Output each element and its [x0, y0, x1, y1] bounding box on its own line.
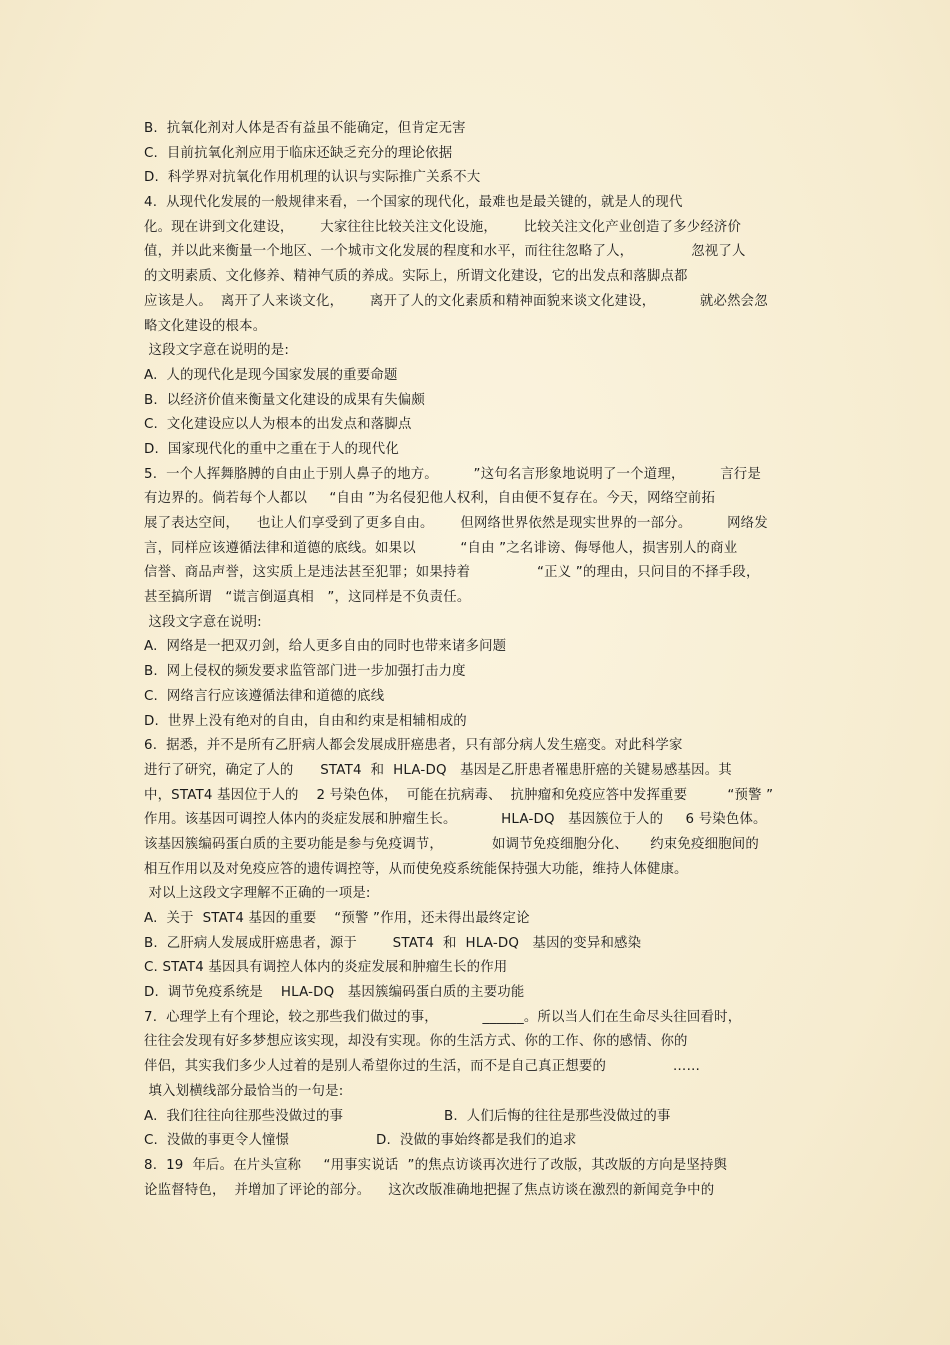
question-4-text: 略文化建设的根本。	[144, 318, 267, 334]
question-4-text: 值，并以此来衡量一个地区、一个城市文化发展的程度和水平，而往往忽略了人， 忽视了人	[144, 244, 746, 260]
option-line: C. 网络言行应该遵循法律和道德的底线	[144, 688, 385, 704]
question-5-text: 信誉、商品声誉，这实质上是违法甚至犯罪；如果持着 “正义 ”的理由，只问目的不择手段，	[144, 565, 760, 581]
question-5-text: 展了表达空间， 也让人们享受到了更多自由。 但网络世界依然是现实世界的一部分。 网络发	[144, 516, 768, 531]
question-6-text: 6. 据悉，并不是所有乙肝病人都会发展成肝癌患者，只有部分病人发生癌变。对此科学家	[144, 738, 683, 754]
option-line: A. 人的现代化是现今国家发展的重要命题	[144, 367, 398, 383]
question-6-text: 作用。该基因可调控人体内的炎症发展和肿瘤生长。 HLA-DQ 基因簇位于人的 6 号染色体。	[144, 812, 767, 828]
question-4-text: 应该是人。 离开了人来谈文化， 离开了人的文化素质和精神面貌来谈文化建设， 就必然会忽	[144, 293, 768, 309]
question-7-options-row	[144, 1105, 814, 1130]
option-line: B. 网上侵权的频发要求监管部门进一步加强打击力度	[144, 664, 466, 680]
option-line: A. 网络是一把双刃剑，给人更多自由的同时也带来诸多问题	[144, 639, 507, 655]
question-6-text: 相互作用以及对免疫应答的遗传调控等，从而使免疫系统能保持强大功能，维持人体健康。	[144, 861, 688, 877]
question-7-prompt: 填入划横线部分最恰当的一句是:	[144, 1083, 344, 1099]
option-d: D. 没做的事始终都是我们的追求	[376, 1133, 577, 1149]
question-7-options-row	[144, 1129, 814, 1154]
option-a: A. 我们往往向往那些没做过的事	[144, 1108, 344, 1124]
question-8-text: 论监督特色， 并增加了评论的部分。 这次改版准确地把握了焦点访谈在激烈的新闻竞争中的	[144, 1182, 715, 1198]
option-line: D. 世界上没有绝对的自由，自由和约束是相辅相成的	[144, 713, 467, 729]
option-line: D. 科学界对抗氧化作用机理的认识与实际推广关系不大	[144, 170, 481, 186]
question-6-text: 中，STAT4 基因位于人的 2 号染色体， 可能在抗病毒、 抗肿瘤和免疫应答中发挥重要 “预警 ”	[144, 787, 774, 803]
option-line: A. 关于 STAT4 基因的重要 “预警 ”作用，还未得出最终定论	[144, 911, 530, 926]
question-4-text: 4. 从现代化发展的一般规律来看，一个国家的现代化，最难也是最关键的，就是人的现代	[144, 195, 683, 211]
question-7-text: 7. 心理学上有个理论，较之那些我们做过的事， ______。所以当人们在生命尽头往回看时，	[144, 1009, 742, 1025]
question-7-text: 伴侣，其实我们多少人过着的是别人希望你过的生活，而不是自己真正想要的 ……	[144, 1059, 701, 1075]
question-5-text: 5. 一个人挥舞胳膊的自由止于别人鼻子的地方。 ”这句名言形象地说明了一个道理， 言行是	[144, 466, 761, 482]
question-4-text: 化。现在讲到文化建设， 大家往往比较关注文化设施， 比较关注文化产业创造了多少经济价	[144, 219, 742, 235]
option-line: C. 文化建设应以人为根本的出发点和落脚点	[144, 417, 412, 433]
option-line: D. 国家现代化的重中之重在于人的现代化	[144, 441, 399, 457]
question-4-text: 的文明素质、文化修养、精神气质的养成。实际上，所谓文化建设，它的出发点和落脚点都	[144, 269, 688, 285]
question-5-text: 言，同样应该遵循法律和道德的底线。如果以 “自由 ”之名诽谤、侮辱他人，损害别人的商业	[144, 540, 738, 556]
document-body	[144, 117, 814, 1203]
question-6-text: 该基因簇编码蛋白质的主要功能是参与免疫调节， 如调节免疫细胞分化、 约束免疫细胞间的	[144, 836, 759, 852]
option-line: B. 乙肝病人发展成肝癌患者，源于 STAT4 和 HLA-DQ 基因的变异和感染	[144, 935, 642, 951]
question-7-text: 往往会发现有好多梦想应该实现，却没有实现。你的生活方式、你的工作、你的感情、你的	[144, 1034, 688, 1050]
option-line: C. STAT4 基因具有调控人体内的炎症发展和肿瘤生长的作用	[144, 960, 508, 976]
question-8-text: 8. 19 年后。在片头宣称 “用事实说话 ”的焦点访谈再次进行了改版，其改版的方向是坚持舆	[144, 1157, 728, 1173]
question-5-text: 甚至搞所谓 “谎言倒逼真相 ”，这同样是不负责任。	[144, 590, 471, 606]
option-c: C. 没做的事更令人憧憬	[144, 1133, 290, 1149]
question-6-text: 进行了研究，确定了人的 STAT4 和 HLA-DQ 基因是乙肝患者罹患肝癌的关键易感基因。其	[144, 762, 732, 778]
question-4-prompt: 这段文字意在说明的是:	[144, 343, 290, 359]
option-line: C. 目前抗氧化剂应用于临床还缺乏充分的理论依据	[144, 145, 453, 161]
question-5-text: 有边界的。倘若每个人都以 “自由 ”为名侵犯他人权利，自由便不复存在。今天，网络空前拓	[144, 491, 716, 507]
question-6-prompt: 对以上这段文字理解不正确的一项是:	[144, 886, 371, 902]
option-line: B. 以经济价值来衡量文化建设的成果有失偏颇	[144, 392, 425, 408]
question-5-prompt: 这段文字意在说明:	[144, 614, 262, 630]
option-line: D. 调节免疫系统是 HLA-DQ 基因簇编码蛋白质的主要功能	[144, 985, 525, 1001]
option-b: B. 人们后悔的往往是那些没做过的事	[444, 1108, 671, 1124]
option-line: B. 抗氧化剂对人体是否有益虽不能确定，但肯定无害	[144, 121, 466, 136]
